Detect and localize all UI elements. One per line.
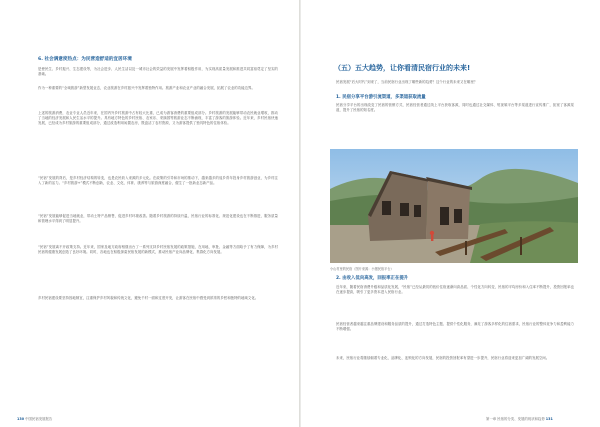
left-paragraph-3: 上述的旅游消费，农业专业人员近年来，在国内外乡村旅游中占有较大比重，已成为游客消费的重要组成部分。乡村旅游的发展能够带动农民就业增收，推动了当地的经济发展和人民生活水平的提升。具有地方特色的乡村民宿、农家乐、采摘园等旅游业态不断涌现，丰富了游客的旅游体验。近年来，乡村民宿快速发展，已经成为乡村旅游的重要组成部分，通过改造利用闲置农房，既盘活了农村资源，又为游客提供了独具特色的住宿体验。 xyxy=(38,111,278,126)
left-footer xyxy=(17,416,52,421)
right-page-number: 131 xyxy=(545,417,553,421)
left-paragraph-5: “民宿”发展能够促进当地就业，带动土特产品销售，促进乡村环境改善。随着乡村旅游的持续升温，民宿行业的标准化、规范化建设也在不断推进，服务质量和管理水平得到了明显提升。 xyxy=(38,214,278,224)
right-subsection-2-paragraph-2: 民宿经营者越来越注重品牌建设和服务品质的提升，通过打造特色主题、提供个性化服务，满足了游客多样化的住宿需求，民宿行业的整体竞争力和盈利能力不断增强。 xyxy=(336,322,574,332)
left-page xyxy=(0,0,299,427)
left-paragraph-6: “民宿”发展离不开政策支持。近年来，国家及地方政府相继出台了一系列支持乡村民宿发展的政策措施，在用地、审批、金融等方面给予了有力保障，为乡村民宿的健康发展创造了良好环境。同时，各地也在积极探索民宿发展的新模式，推动民宿产业向品牌化、集群化方向发展。 xyxy=(38,245,278,255)
photo-illustration xyxy=(330,149,578,263)
right-subsection-2-paragraph-1: 近年来，随着民宿消费升级和品质化发展，“民宿”已经从最初的低价住宿逐渐向高品质、个性化方向转变，民宿的平均房价和入住率不断提升，投资回报率也在逐步提高，吸引了更多资本进入民宿行业。 xyxy=(336,285,574,295)
left-paragraph-1: 是使民生、乡村振兴、生态建设等，为社会进步、人民生活以及一城市社会的效益的发展中发挥着积极作用，为实现高质量发展和推进共同富裕奠定了坚实的基础。 xyxy=(38,67,278,77)
left-section-title: 6. 社会满意度热点：为民营造舒适的宜居环境 xyxy=(38,57,132,62)
right-subsection-1-title: 1. 民宿分享平台游引流渠道，多渠道获取流量 xyxy=(336,95,426,100)
left-paragraph-7: 乡村民宿建设要坚持因地制宜，注重保护乡村风貌和传统文化，避免千村一面和过度开发，让游客在民宿中感受到浓浓的乡愁和独特的地域文化。 xyxy=(38,296,259,300)
photo-caption: 小山村里的民宿（图片来源：小猪民宿平台） xyxy=(330,267,394,271)
left-page-number: 130 xyxy=(17,417,25,421)
right-intro: 民宿发展“后大时代”到来了，当前民宿行业出现了哪些新的趋势？这个行业的未来又在哪里？ xyxy=(336,80,478,84)
left-paragraph-4: “民宿”发展的背后，是乡村经济结构的转变，也是农民收入来源的多元化。在政策的引导和市场的推动下，越来越多的返乡青年投身乡村旅游创业，为乡村注入了新的活力。“乡村旅游+”模式不断创新，农业、文化、体育、康养等与旅游深度融合，催生了一批新业态新产品。 xyxy=(38,176,278,186)
right-subsection-2-title: 2. 由收入低向高发，回报率正在提升 xyxy=(336,276,409,281)
right-footer xyxy=(486,416,553,421)
right-footer-label: 第一章 民宿的分类、发展的现状和趋势 xyxy=(486,417,545,421)
left-book-title: 中国民宿发展报告 xyxy=(25,417,53,421)
right-section-title: （五）五大趋势，让你看清民宿行业的未来! xyxy=(334,64,471,72)
minsu-photo xyxy=(330,149,578,263)
right-subsection-2-paragraph-3: 未来，民宿行业将继续朝着专业化、品牌化、连锁化的方向发展，民宿的投资回报率有望进一步提升，民宿行业将迎来更加广阔的发展空间。 xyxy=(336,356,550,360)
left-paragraph-2: 作为一种重要的“全域旅游”新型发展业态，农业旅游在乡村振兴中发挥着独特作用。旅游产业和农业产业的融合发展，拓展了农业的功能边界。 xyxy=(38,86,255,90)
right-subsection-1-text: 民宿分享平台的出现改变了民宿的营销方式，民宿经营者通过线上平台获取客源，同时也通过社交媒体、短视频平台等多渠道进行宣传推广，拓宽了客源渠道，提升了民宿的知名度。 xyxy=(336,103,574,113)
